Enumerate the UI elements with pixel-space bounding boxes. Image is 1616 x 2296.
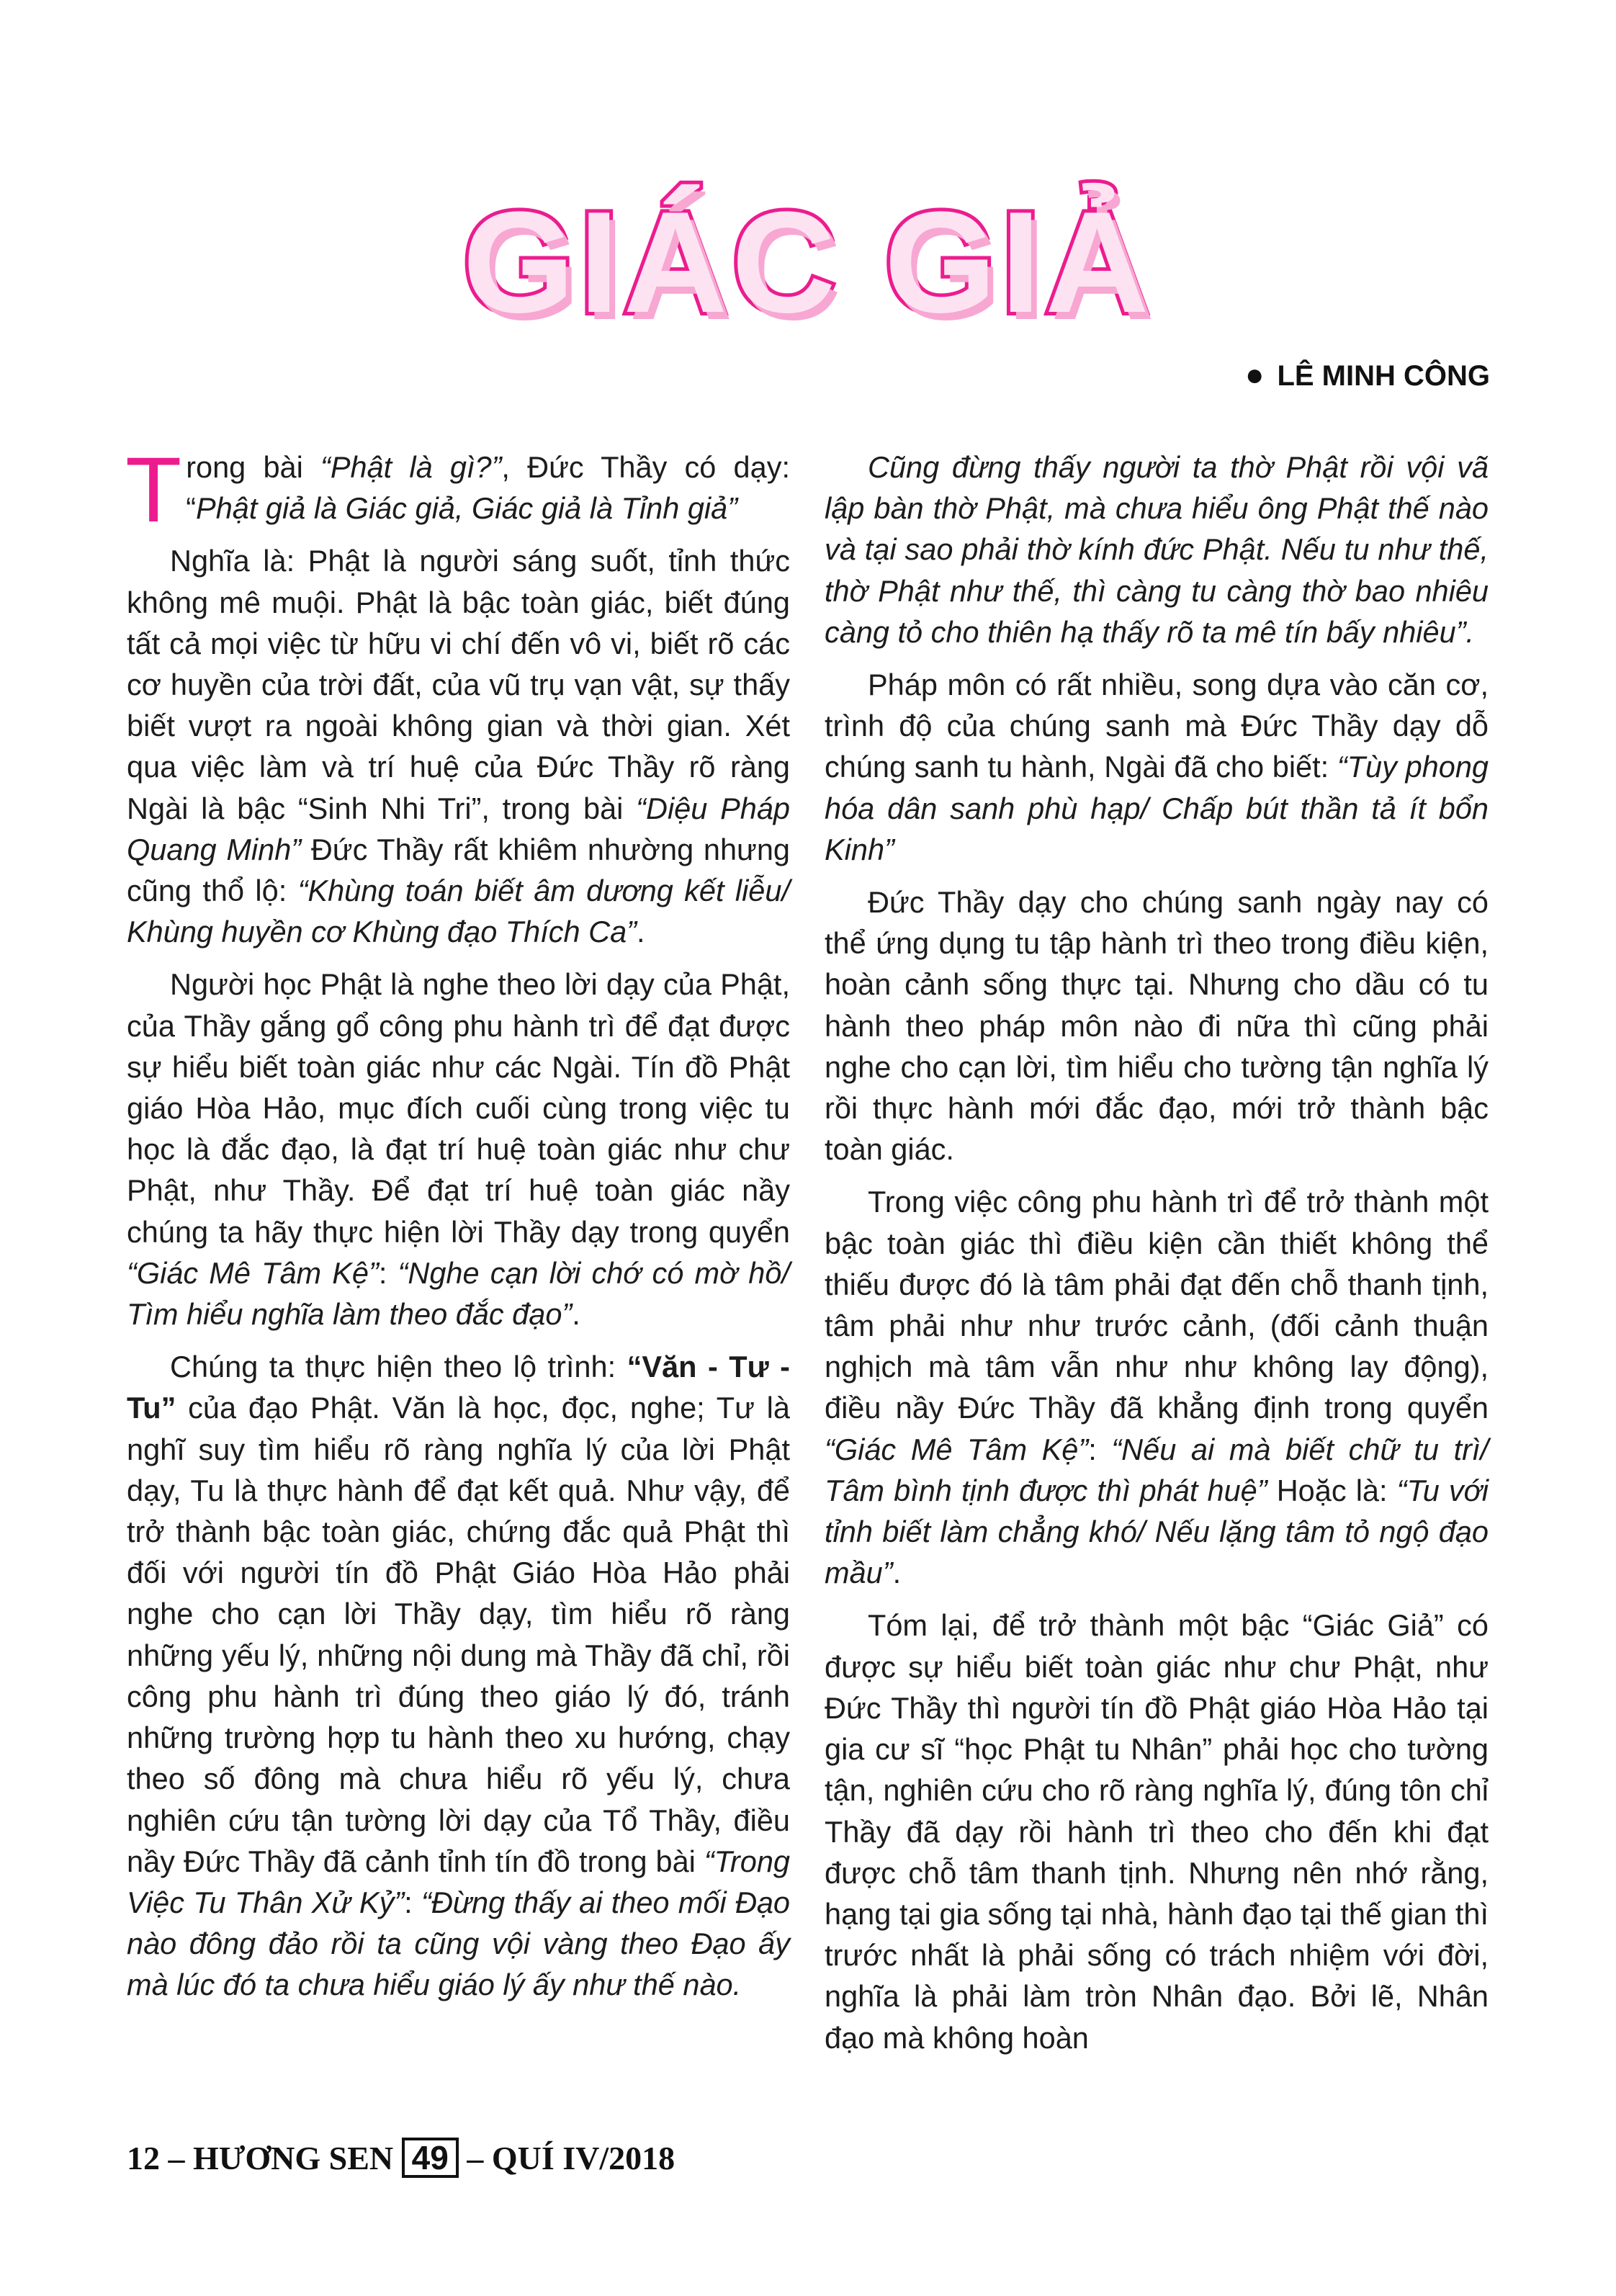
quote: Phật giả là Giác giả, Giác giả là Tỉnh giả”	[196, 491, 738, 526]
text-run: .	[892, 1556, 902, 1590]
paragraph	[127, 1346, 790, 2005]
quote: “Nghe cạn lời chớ có mờ hồ/ Tìm hiểu nghĩa làm theo đắc đạo”	[127, 1255, 790, 1332]
text-run: .	[637, 915, 645, 949]
text-run: của đạo Phật. Văn là học, đọc, nghe; Tư là nghĩ suy tìm hiểu rõ ràng nghĩa lý của lời Phật dạy, Tu là thực hành để đạt kết quả. Như vậy, để trở thành bậc toàn giác, chứng đắc quả Phật thì đối với người tín đồ Phật Giáo Hòa Hảo phải nghe cho cạn lời Thầy dạy, tìm hiểu rõ ràng những yếu lý, những nội dung mà Thầy đã chỉ, rồi công phu hành trì đúng theo giáo lý đó, tránh những trường hợp tu hành theo xu hướng, chạy theo số đông mà chưa hiểu rõ yếu lý, chưa nghiên cứu tận tường lời dạy của Tổ Thầy, điều nầy Đức Thầy đã cảnh tỉnh tín đồ trong bài	[127, 1391, 790, 1878]
separator: –	[467, 2140, 484, 2176]
paragraph	[127, 540, 790, 952]
text-run: Nghĩa là: Phật là người sáng suốt, tỉnh thức không mê muội. Phật là bậc toàn giác, biết đúng tất cả mọi việc từ hữu vi chí đến vô vi, biết rõ các cơ huyền của trời đất, của vũ trụ vạn vật, sự thấy biết vượt ra ngoài không gian và thời gian. Xét qua việc làm và trí huệ của Đức Thầy rõ ràng Ngài là bậc “Sinh Nhi Tri”, trong bài	[127, 544, 790, 825]
page-number: 12	[127, 2140, 160, 2176]
quote: “Nếu ai mà biết chữ tu trì/ Tâm bình tịnh được thì phát huệ”	[825, 1432, 1489, 1507]
article-title: GIÁC GIẢ	[462, 182, 1154, 343]
quote-title: “Giác Mê Tâm Kệ”	[825, 1432, 1089, 1466]
author-name: LÊ MINH CÔNG	[1277, 360, 1490, 392]
paragraph: Đức Thầy dạy cho chúng sanh ngày nay có thể ứng dụng tu tập hành trì theo trong điều kiện, hoàn cảnh sống thực tại. Nhưng cho dầu có tu hành theo pháp môn nào đi nữa thì cũng phải nghe cho cạn lời, tìm hiểu cho tường tận nghĩa lý rồi thực hành mới đắc đạo, mới trở thành bậc toàn giác.	[825, 885, 1489, 1167]
paragraph	[825, 664, 1489, 870]
text-run: :	[404, 1885, 421, 1919]
text-run: Đức Thầy rất khiêm nhường nhưng cũng thổ lộ:	[127, 832, 790, 908]
bold-term: “Văn - Tư - Tu”	[127, 1350, 790, 1425]
quote: “Tu với tỉnh biết làm chẳng khó/ Nếu lặng tâm tỏ ngộ đạo mầu”	[825, 1473, 1489, 1590]
text-run: Hoặc là:	[1267, 1473, 1397, 1507]
text-run: Trong việc công phu hành trì để trở thành một bậc toàn giác thì điều kiện cần thiết không thể thiếu được đó là tâm phải đạt đến chỗ thanh tịnh, tâm phải như như trước cảnh, (đối cảnh thuận nghịch mà tâm vẫn như như không lay động), điều nầy Đức Thầy đã khẳng định trong quyển	[825, 1185, 1489, 1425]
quote: Cũng đừng thấy người ta thờ Phật rồi vội vã lập bàn thờ Phật, mà chưa hiểu ông Phật thế nào và tại sao phải thờ kính đức Phật. Nếu tu như thế, thờ Phật như thế, thì càng tu càng thờ bao nhiêu càng tỏ cho thiên hạ thấy rõ ta mê tín bấy nhiêu”.	[825, 450, 1489, 649]
text-run: Người học Phật là nghe theo lời dạy của Phật, của Thầy gắng gổ công phu hành trì để đạt được sự hiểu biết toàn giác như các Ngài. Tín đồ Phật giáo Hòa Hảo, mục đích cuối cùng trong việc tu học là đắc đạo, là đạt trí huệ toàn giác như chư Phật, như Thầy. Để đạt trí huệ toàn giác nầy chúng ta hãy thực hiện lời Thầy dạy trong quyển	[127, 967, 790, 1249]
left-column	[125, 439, 791, 2017]
page-footer	[127, 2138, 675, 2178]
quote-title: “Phật là gì?”	[320, 450, 502, 484]
right-column	[825, 447, 1489, 2070]
quote-title: “Giác Mê Tâm Kệ”	[127, 1255, 379, 1290]
quote-title: “Diệu Pháp Quang Minh”	[127, 791, 791, 866]
text-run: .	[572, 1297, 580, 1332]
paragraph	[125, 439, 790, 542]
text-run: , Đức Thầy có dạy: “	[186, 450, 790, 526]
paragraph: Tóm lại, để trở thành một bậc “Giác Giả” có được sự hiểu biết toàn giác như chư Phật, như Đức Thầy thì người tín đồ Phật giáo Hòa Hảo tại gia cư sĩ “học Phật tu Nhân” phải học cho tường tận, nghiên cứu cho rõ ràng nghĩa lý, đúng tôn chỉ Thầy đã dạy rồi hành trì theo cho đến khi đạt được chỗ tâm thanh tịnh. Nhưng nên nhớ rằng, hạng tại gia sống tại nhà, hành đạo tại thế gian thì trước nhất là phải sống có trách nhiệm với đời, nghĩa là phải làm tròn Nhân đạo. Bởi lẽ, Nhân đạo mà không hoàn	[825, 1608, 1489, 2055]
paragraph	[127, 964, 790, 1335]
text-run: :	[1088, 1432, 1112, 1466]
byline	[1245, 357, 1490, 393]
quote: “Khùng toán biết âm dương kết liễu/ Khùng huyền cơ Khùng đạo Thích Ca”	[127, 874, 790, 949]
quote-title: “Trong Việc Tu Thân Xử Kỷ”	[127, 1844, 790, 1919]
text-run: rong bài	[186, 450, 321, 484]
bullet-icon: ●	[1244, 357, 1265, 393]
paragraph	[825, 447, 1489, 653]
paragraph	[825, 1181, 1489, 1593]
separator: –	[168, 2140, 185, 2176]
text-run: :	[378, 1255, 398, 1290]
quote: “Đừng thấy ai theo mối Đạo nào đông đảo rồi ta cũng vội vàng theo Đạo ấy mà lúc đó ta chưa hiểu giáo lý ấy như thế nào.	[127, 1885, 791, 2002]
magazine-name: HƯƠNG SEN	[193, 2140, 394, 2176]
text-run: Pháp môn có rất nhiều, song dựa vào căn cơ, trình độ của chúng sanh mà Đức Thầy dạy dỗ chúng sanh tu hành, Ngài đã cho biết:	[825, 668, 1489, 784]
text-run: Chúng ta thực hiện theo lộ trình:	[170, 1350, 627, 1384]
issue-quarter: QUÍ IV/2018	[491, 2140, 675, 2176]
issue-number: 49	[402, 2138, 459, 2178]
quote: “Tùy phong hóa dân sanh phù hạp/ Chấp bút thần tả ít bổn Kinh”	[825, 750, 1489, 866]
drop-cap: T	[125, 439, 182, 542]
